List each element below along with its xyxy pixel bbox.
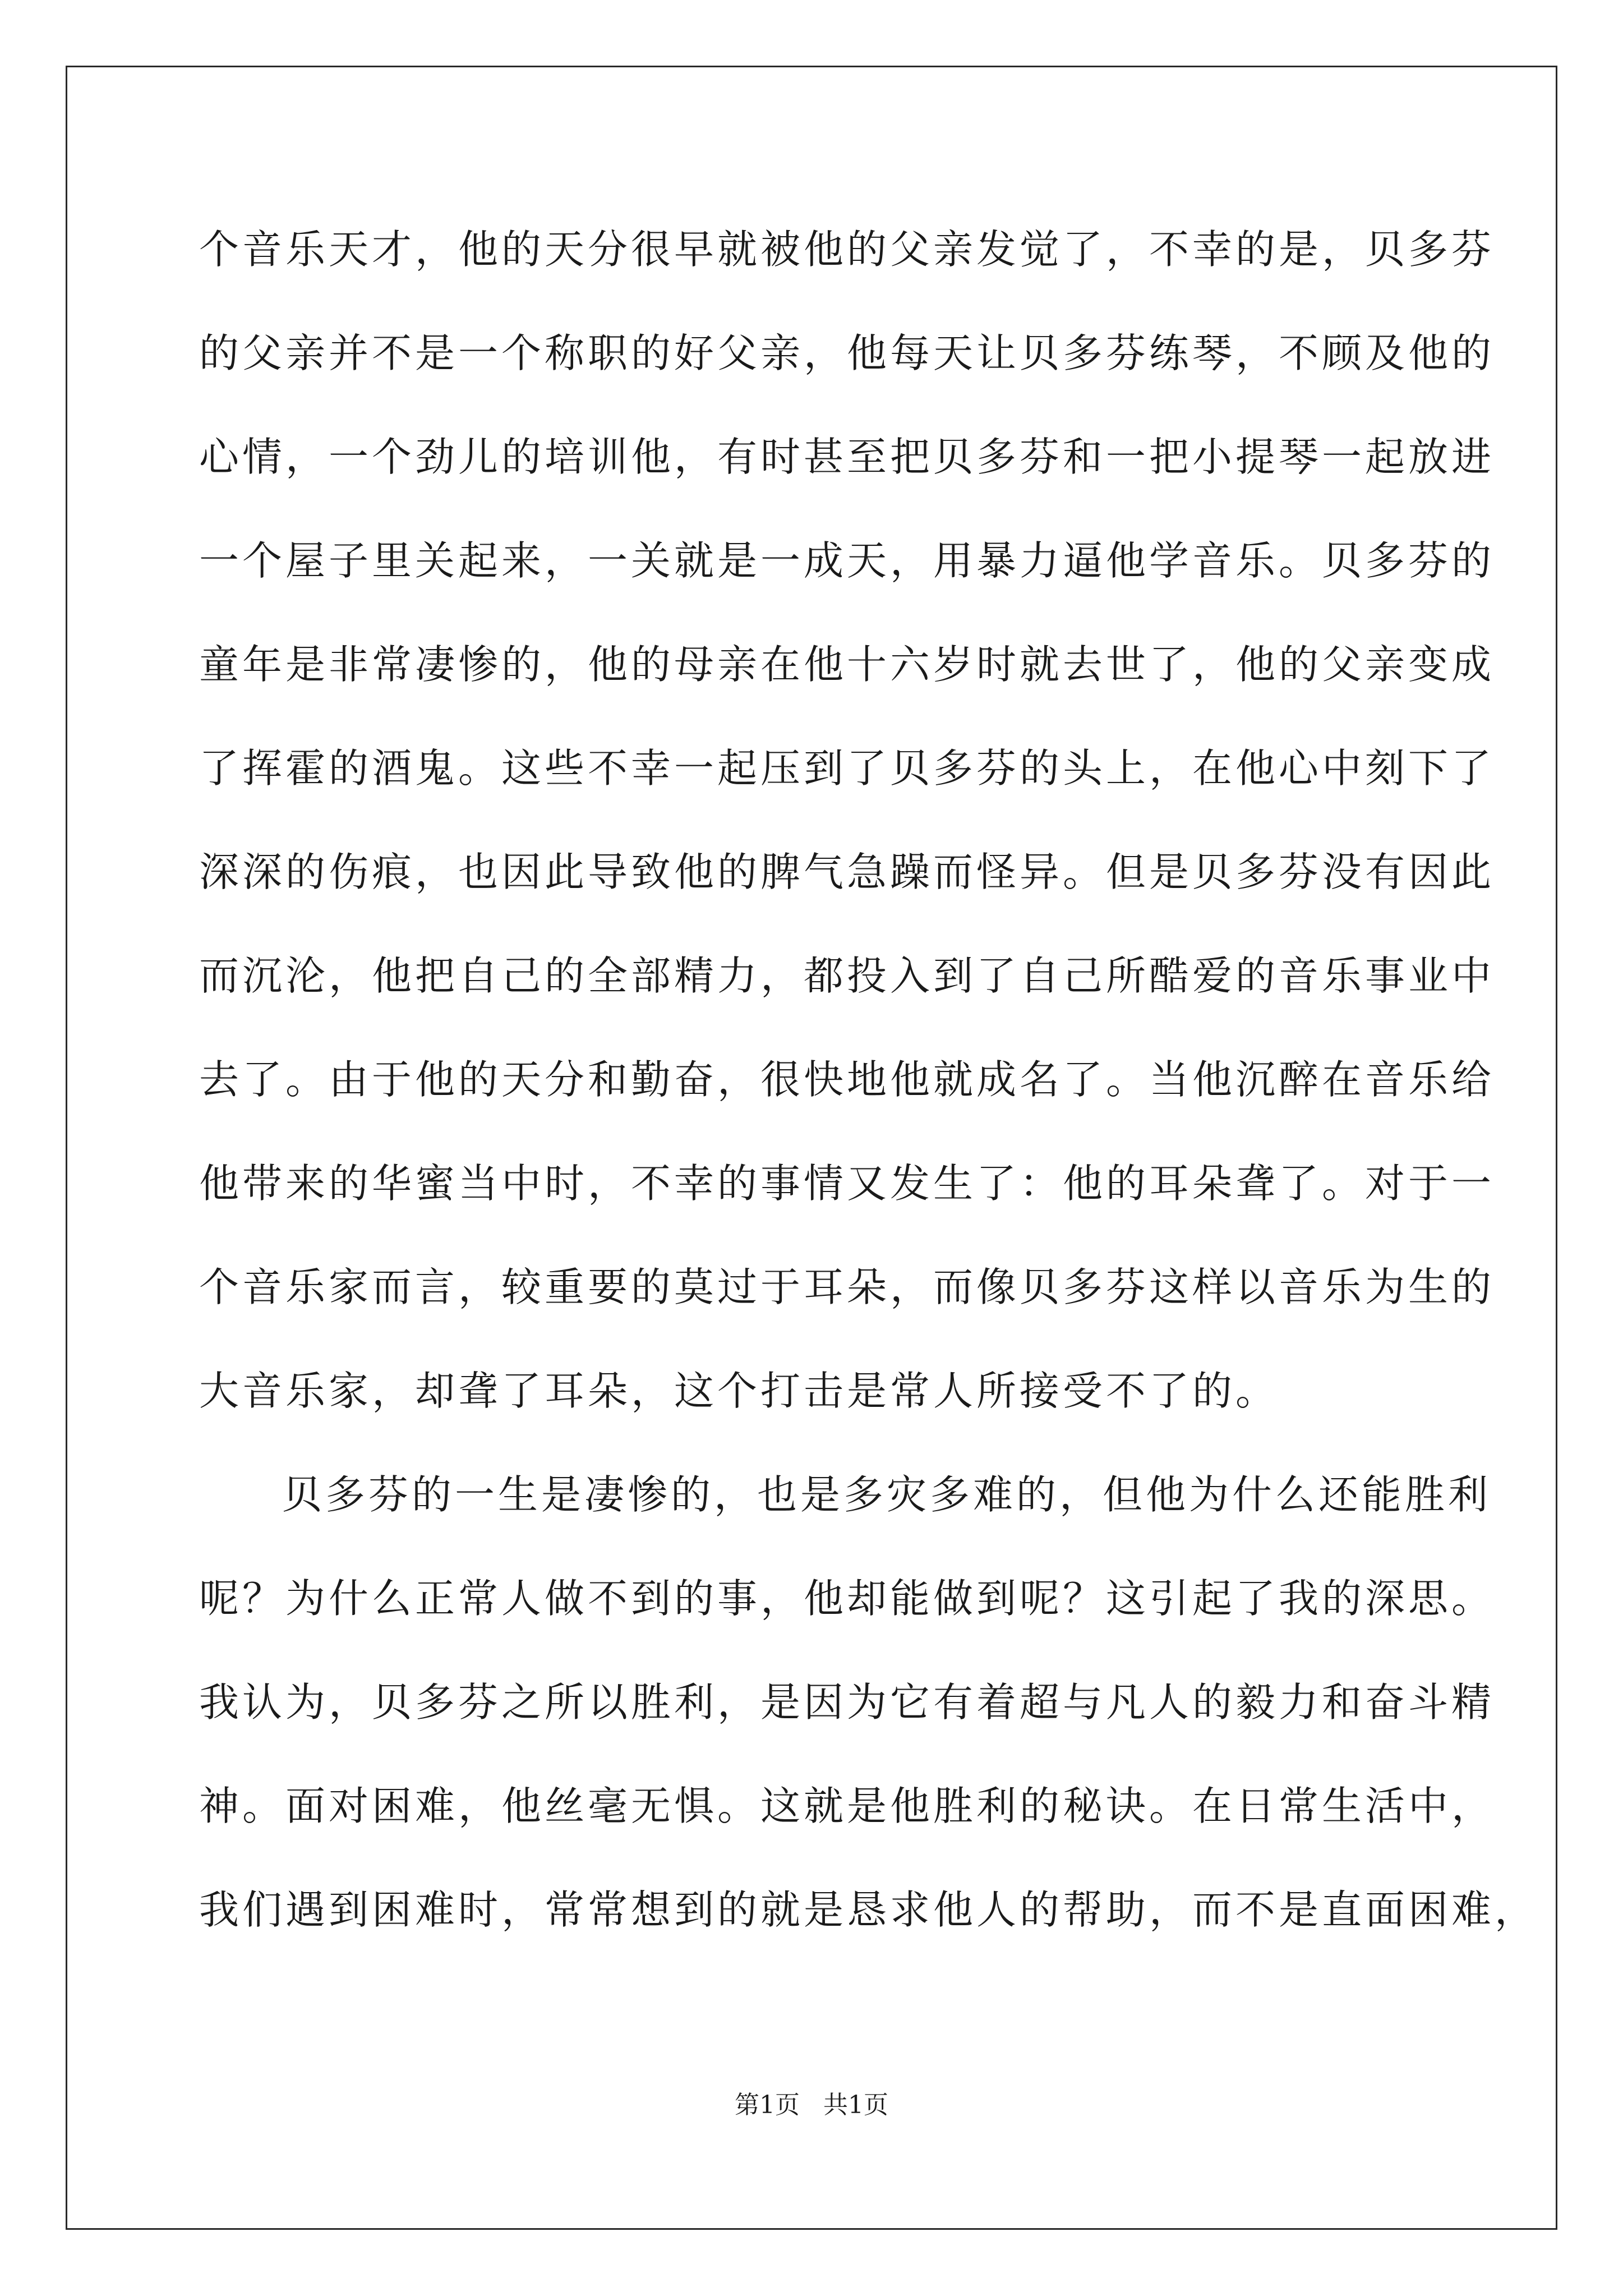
page-footer (0, 2088, 1623, 2122)
text-line-10: 他带来的华蜜当中时，不幸的事情又发生了：他的耳朵聋了。对于一 (199, 1160, 1495, 1207)
text-line-5: 童年是非常凄惨的，他的母亲在他十六岁时就去世了，他的父亲变成 (199, 641, 1495, 688)
text-line-16: 神。面对困难，他丝毫无惧。这就是他胜利的秘诀。在日常生活中， (199, 1783, 1495, 1829)
text-line-3: 心情，一个劲儿的培训他，有时甚至把贝多芬和一把小提琴一起放进 (199, 434, 1495, 480)
text-line-9: 去了。由于他的天分和勤奋，很快地他就成名了。当他沉醉在音乐给 (199, 1056, 1495, 1103)
text-line-13-indented: 贝多芬的一生是凄惨的，也是多灾多难的，但他为什么还能胜利 (282, 1471, 1492, 1518)
text-line-2: 的父亲并不是一个称职的好父亲，他每天让贝多芬练琴，不顾及他的 (199, 330, 1495, 376)
text-line-1: 个音乐天才，他的天分很早就被他的父亲发觉了，不幸的是，贝多芬 (199, 226, 1495, 273)
text-line-17: 我们遇到困难时，常常想到的就是恳求他人的帮助，而不是直面困难， (199, 1887, 1538, 1933)
text-line-14: 呢？为什么正常人做不到的事，他却能做到呢？这引起了我的深思。 (199, 1575, 1495, 1622)
text-line-7: 深深的伤痕，也因此导致他的脾气急躁而怪异。但是贝多芬没有因此 (199, 849, 1495, 895)
text-line-15: 我认为，贝多芬之所以胜利，是因为它有着超与凡人的毅力和奋斗精 (199, 1679, 1495, 1726)
text-line-11: 个音乐家而言，较重要的莫过于耳朵，而像贝多芬这样以音乐为生的 (199, 1264, 1495, 1310)
page-total: 共1页 (823, 2091, 888, 2119)
text-line-4: 一个屋子里关起来，一关就是一成天，用暴力逼他学音乐。贝多芬的 (199, 537, 1495, 584)
text-line-6: 了挥霍的酒鬼。这些不幸一起压到了贝多芬的头上，在他心中刻下了 (199, 745, 1495, 792)
footer-spacer (800, 2091, 823, 2119)
text-line-8: 而沉沦，他把自己的全部精力，都投入到了自己所酷爱的音乐事业中 (199, 953, 1495, 999)
page-number: 第1页 (735, 2091, 800, 2119)
text-line-12: 大音乐家，却聋了耳朵，这个打击是常人所接受不了的。 (199, 1368, 1279, 1414)
